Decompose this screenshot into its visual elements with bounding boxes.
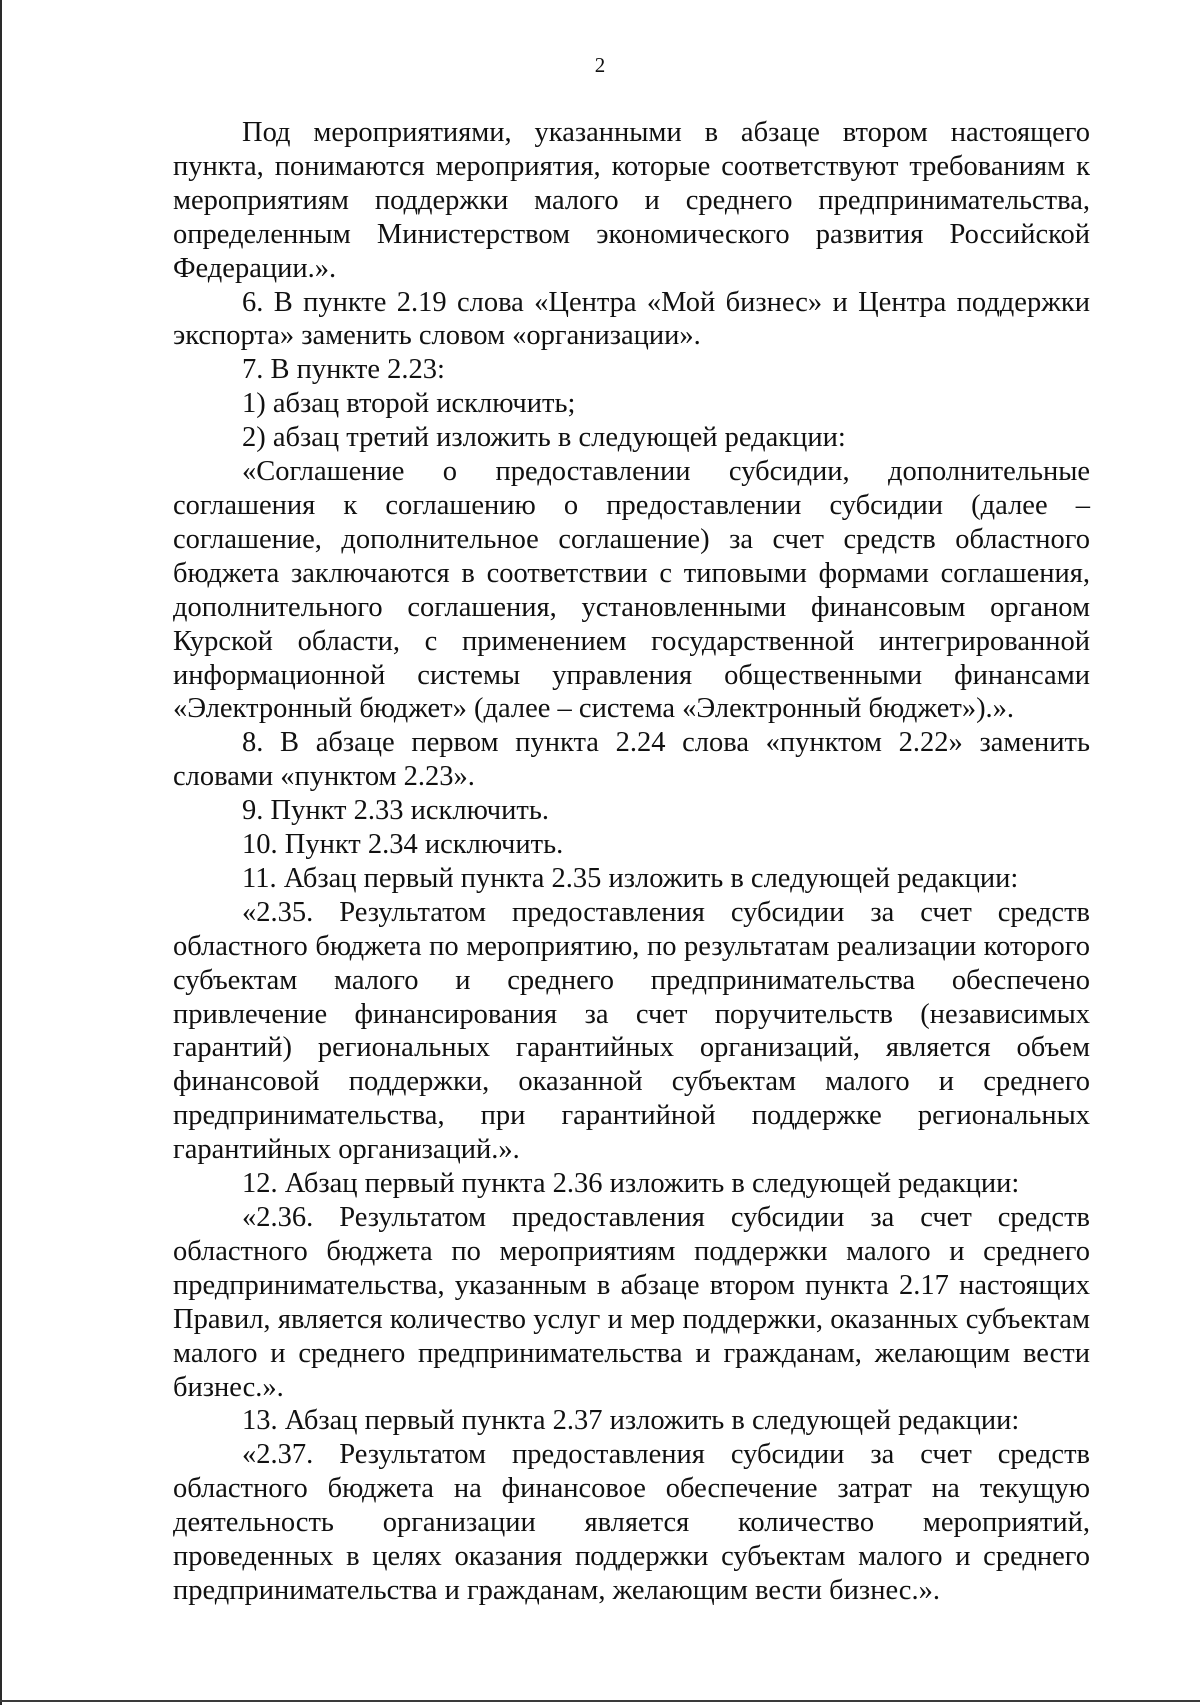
paragraph-5: 2) абзац третий изложить в следующей редакции: bbox=[242, 422, 846, 454]
paragraph-9: 10. Пункт 2.34 исключить. bbox=[242, 829, 564, 861]
scan-edge-left bbox=[0, 0, 2, 1705]
document-body bbox=[173, 116, 1090, 1608]
paragraph-11: «2.35. Результатом предоставления субсидии за счет средств областного бюджета по мероприятию, по результатам реализации которого субъектам малого и среднего предпринимательства обеспечено привлечение финансирования за счет поручительств (независимых гарантий) региональных гарантийных организаций, является объем финансовой поддержки, оказанной субъектам малого и среднего предпринимательства, при гарантийной поддержке региональных гарантийных организаций.». bbox=[173, 896, 1090, 1166]
paragraph-14: 13. Абзац первый пункта 2.37 изложить в следующей редакции: bbox=[242, 1405, 1020, 1437]
paragraph-1: Под мероприятиями, указанными в абзаце втором настоящего пункта, понимаются мероприятия, которые соответствуют требованиям к мероприятиям поддержки малого и среднего предпринимательства, определенным Министерством экономического развития Российской Федерации.». bbox=[173, 117, 1090, 284]
paragraph-7: 8. В абзаце первом пункта 2.24 слова «пунктом 2.22» заменить словами «пунктом 2.23». bbox=[173, 727, 1090, 793]
scan-edge-bottom bbox=[0, 1700, 1200, 1702]
paragraph-2: 6. В пункте 2.19 слова «Центра «Мой бизнес» и Центра поддержки экспорта» заменить словом «организации». bbox=[173, 286, 1090, 352]
paragraph-15: «2.37. Результатом предоставления субсидии за счет средств областного бюджета на финансовое обеспечение затрат на текущую деятельность организации является количество мероприятий, проведенных в целях оказания поддержки субъектам малого и среднего предпринимательства и гражданам, желающим вести бизнес.». bbox=[173, 1439, 1090, 1606]
paragraph-10: 11. Абзац первый пункта 2.35 изложить в следующей редакции: bbox=[242, 862, 1019, 894]
paragraph-8: 9. Пункт 2.33 исключить. bbox=[242, 795, 549, 827]
paragraph-4: 1) абзац второй исключить; bbox=[242, 388, 576, 420]
page-number: 2 bbox=[594, 53, 606, 77]
paragraph-12: 12. Абзац первый пункта 2.36 изложить в следующей редакции: bbox=[242, 1168, 1020, 1200]
paragraph-13: «2.36. Результатом предоставления субсидии за счет средств областного бюджета по мероприятиям поддержки малого и среднего предпринимательства, указанным в абзаце втором пункта 2.17 настоящих Правил, является количество услуг и мер поддержки, оказанных субъектам малого и среднего предпринимательства и гражданам, желающим вести бизнес.». bbox=[173, 1202, 1090, 1403]
paragraph-3: 7. В пункте 2.23: bbox=[242, 354, 445, 386]
paragraph-6: «Соглашение о предоставлении субсидии, дополнительные соглашения к соглашению о предоставлении субсидии (далее – соглашение, дополнительное соглашение) за счет средств областного бюджета заключаются в соответствии с типовыми формами соглашения, дополнительного соглашения, установленными финансовым органом Курской области, с применением государственной интегрированной информационной системы управления общественными финансами «Электронный бюджет» (далее – система «Электронный бюджет»).». bbox=[173, 456, 1090, 725]
